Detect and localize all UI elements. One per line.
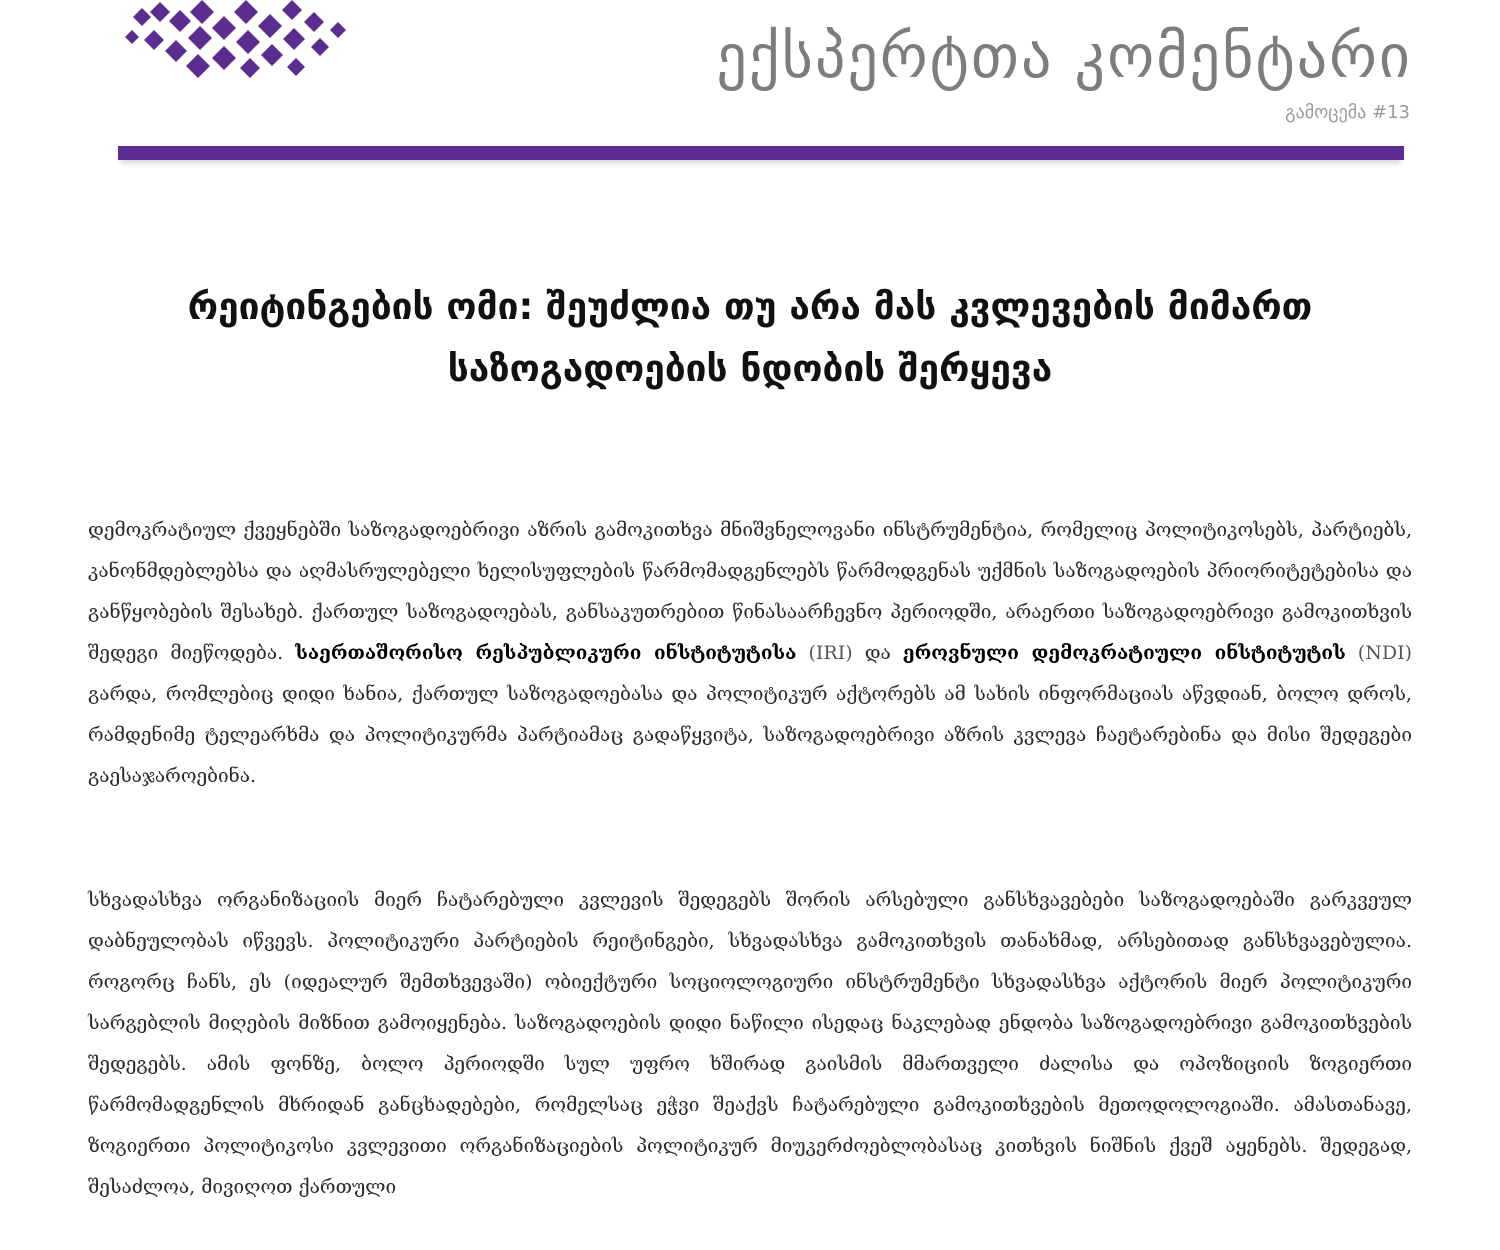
org-name-ndi: ეროვნული დემოკრატიული ინსტიტუტის: [902, 642, 1346, 664]
header-divider: [118, 146, 1404, 160]
org-abbr-ndi: (NDI): [1357, 642, 1412, 664]
publication-title: ექსპერტთა კომენტარი: [716, 22, 1412, 92]
body-paragraph-2: სხვადასხვა ორგანიზაციის მიერ ჩატარებული კვლევის შედეგებს შორის არსებული განსხვავებები საზოგადოებაში გარკვეულ დაბნეულობას იწვევს. პოლიტიკური პარტიების რეიტინგები, სხვადასხვა გამოკითხვის თანახმად, არსებითად განსხვავებულია. როგორც ჩანს, ეს (იდეალურ შემთხვევაში) ობიექტური სოციოლოგიური ინსტრუმენტი სხვადასხვა აქტორის მიერ პოლიტიკური სარგებლის მიღების მიზნით გამოიყენება. საზოგადოების დიდი ნაწილი ისედაც ნაკლებად ენდობა საზოგადოებრივი გამოკითხვების შედეგებს. ამის ფონზე, ბოლო პერიოდში სულ უფრო ხშირად გაისმის მმართველი ძალისა და ოპოზიციის ზოგიერთი წარმომადგენლის მხრიდან განცხადებები, რომელსაც ეჭვი შეაქვს ჩატარებული გამოკითხვების მეთოდოლოგიაში. ამასთანავე, ზოგიერთი პოლიტიკოსი კვლევითი ორგანიზაციების პოლიტიკურ მიუკერძოებლობასაც კითხვის ნიშნის ქვეშ აყენებს. შედეგად, შესაძლოა, მივიღოთ ქართული: [88, 889, 1412, 1198]
article-title: რეიტინგების ომი: შეუძლია თუ არა მას კვლევების მიმართ საზოგადოების ნდობის შერყევა: [187, 285, 1313, 390]
paragraph-1-tail: გარდა, რომლებიც დიდი ხანია, ქართულ საზოგადოებასა და პოლიტიკურ აქტორებს ამ სახის ინფორმაციას აწვდიან, ბოლო დროს, რამდენიმე ტელეარხმა და პოლიტიკურმა პარტიამაც გადაწყვიტა, საზოგადოებრივი აზრის კვლევა ჩაეტარებინა და მისი შედეგები გაესაჯაროებინა.: [88, 683, 1412, 787]
diamond-pattern-logo: [120, 0, 360, 80]
org-name-iri: საერთაშორისო რესპუბლიკური ინსტიტუტისა: [295, 642, 797, 664]
org-abbr-iri: (IRI): [808, 642, 853, 664]
issue-number: გამოცემა #13: [1285, 102, 1410, 123]
body-paragraph-1: [88, 510, 1412, 797]
connector-word: და: [864, 642, 891, 664]
paragraph-1-lead: დემოკრატიულ ქვეყნებში საზოგადოებრივი აზრის გამოკითხვა მნიშვნელოვანი ინსტრუმენტია, რომელიც პოლიტიკოსებს, პარტიებს, კანონმდებლებსა და აღმასრულებელი ხელისუფლების წარმომადგენლებს წარმოდგენას უქმნის საზოგადოების პრიორიტეტებისა და განწყობების შესახებ. ქართულ საზოგადოებას, განსაკუთრებით წინასაარჩევნო პერიოდში, არაერთი საზოგადოებრივი გამოკითხვის შედეგი მიეწოდება.: [88, 519, 1412, 664]
